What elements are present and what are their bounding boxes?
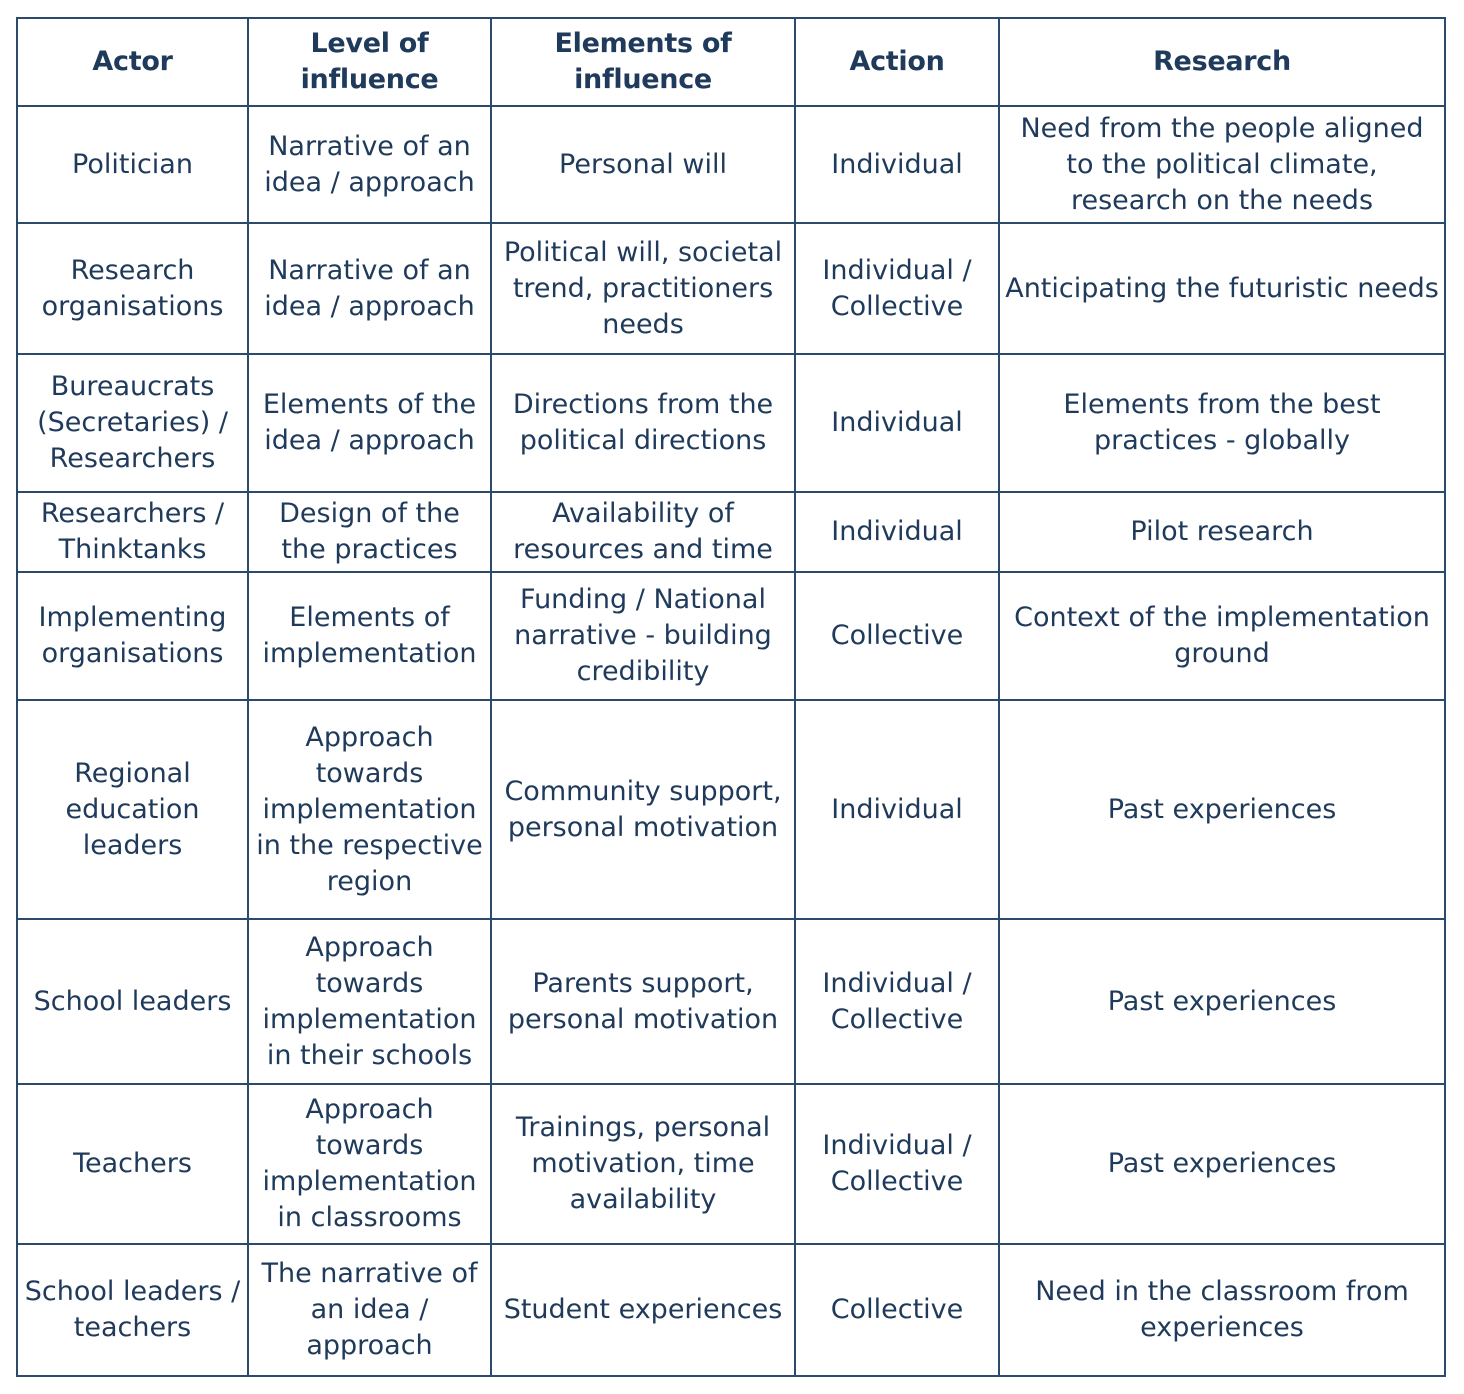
cell-actor: Research organisations [17,223,248,354]
cell-research: Anticipating the futuristic needs [999,223,1445,354]
cell-research: Need in the classroom from experiences [999,1244,1445,1376]
header-row [17,18,1445,106]
cell-action: Individual [795,492,999,572]
cell-actor: Bureaucrats (Secretaries) / Researchers [17,354,248,492]
cell-actor: School leaders [17,919,248,1084]
cell-elements: Directions from the political directions [491,354,795,492]
cell-research: Elements from the best practices - globally [999,354,1445,492]
cell-research: Need from the people aligned to the political climate, research on the needs [999,106,1445,223]
cell-level: Approach towards implementation in classrooms [248,1084,491,1244]
table-row [17,492,1445,572]
cell-research: Pilot research [999,492,1445,572]
cell-level: Approach towards implementation in their schools [248,919,491,1084]
cell-action: Individual / Collective [795,223,999,354]
cell-research: Past experiences [999,1084,1445,1244]
header-level-of-influence: Level of influence [248,18,491,106]
cell-action: Collective [795,572,999,700]
header-action: Action [795,18,999,106]
cell-research: Past experiences [999,919,1445,1084]
cell-elements: Trainings, personal motivation, time availability [491,1084,795,1244]
influence-table [16,17,1446,1377]
cell-elements: Parents support, personal motivation [491,919,795,1084]
cell-elements: Student experiences [491,1244,795,1376]
table-row [17,700,1445,919]
cell-research: Context of the implementation ground [999,572,1445,700]
cell-elements: Funding / National narrative - building credibility [491,572,795,700]
cell-action: Collective [795,1244,999,1376]
header-elements-of-influence: Elements of influence [491,18,795,106]
cell-elements: Community support, personal motivation [491,700,795,919]
header-research: Research [999,18,1445,106]
cell-action: Individual / Collective [795,1084,999,1244]
table-row [17,354,1445,492]
cell-actor: Regional education leaders [17,700,248,919]
cell-level: Approach towards implementation in the respective region [248,700,491,919]
table-row [17,572,1445,700]
cell-level: Elements of the idea / approach [248,354,491,492]
cell-actor: School leaders / teachers [17,1244,248,1376]
table-row [17,223,1445,354]
table-row [17,919,1445,1084]
cell-action: Individual [795,106,999,223]
cell-actor: Teachers [17,1084,248,1244]
cell-action: Individual [795,354,999,492]
table-row [17,1084,1445,1244]
cell-level: Elements of implementation [248,572,491,700]
cell-actor: Politician [17,106,248,223]
cell-elements: Personal will [491,106,795,223]
cell-elements: Political will, societal trend, practitioners needs [491,223,795,354]
table-row [17,106,1445,223]
cell-level: Narrative of an idea / approach [248,223,491,354]
cell-level: Narrative of an idea / approach [248,106,491,223]
header-actor: Actor [17,18,248,106]
cell-research: Past experiences [999,700,1445,919]
table-row [17,1244,1445,1376]
cell-actor: Researchers / Thinktanks [17,492,248,572]
cell-level: The narrative of an idea / approach [248,1244,491,1376]
cell-actor: Implementing organisations [17,572,248,700]
cell-action: Individual / Collective [795,919,999,1084]
cell-action: Individual [795,700,999,919]
cell-level: Design of the the practices [248,492,491,572]
cell-elements: Availability of resources and time [491,492,795,572]
